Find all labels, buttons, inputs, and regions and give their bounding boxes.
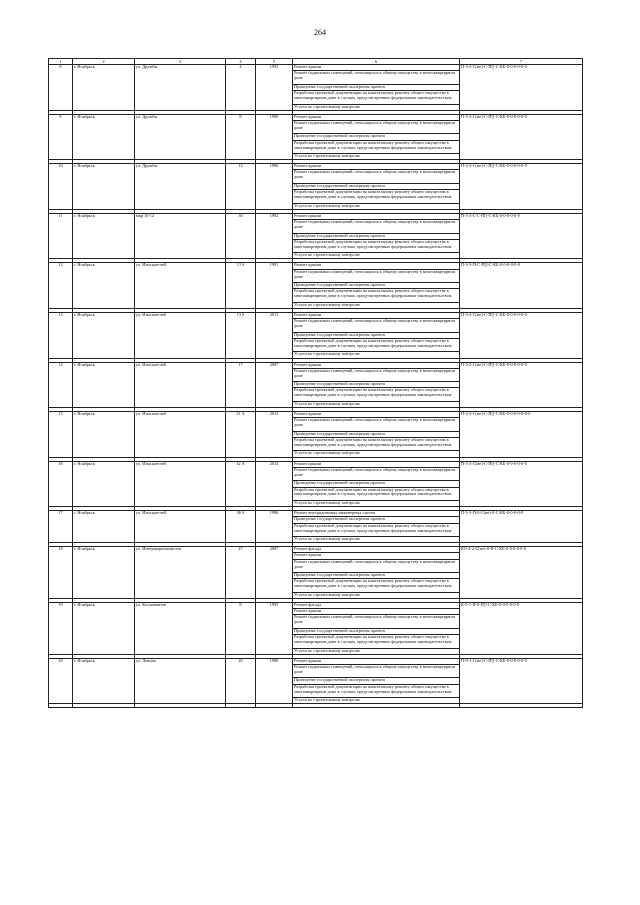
street-cell: ул. Дружбы [135,65,226,111]
work-type-cell: Услуги по строительному контролю [293,253,460,259]
building-cell: 8 [226,114,256,160]
city-cell: г. Ноябрьск [73,213,135,259]
building-cell: 47 [226,547,256,599]
city-cell: г. Ноябрьск [73,164,135,210]
year-cell: 1992 [256,213,293,259]
work-type-cell: Разработка проектной документации на капитальному ремонту общего имущества в многоквартирном доме в случаях, предусмотренных федеральным законодательством [293,239,460,253]
column-header: 3 [135,59,226,65]
street-cell: ул. Изыскателей [135,511,226,543]
spacer-cell [73,704,135,708]
building-cell: 32 А [226,461,256,507]
street-cell: ул. Изыскателей [135,461,226,507]
work-type-cell: Проведение государственной экспертизы проекта [293,134,460,140]
work-type-cell: Проведение государственной экспертизы проекта [293,431,460,437]
work-type-cell: Ремонт подвальных помещений, относящихся к общему имуществу в многоквартирном доме [293,319,460,333]
table-row [49,603,583,609]
code-cell: П-3-2-С(не)-С-П[]-С-КБ-0-0-0-0-0-0 [460,362,583,408]
column-header: 2 [73,59,135,65]
work-type-cell: Ремонт фасада [293,547,460,553]
work-type-cell: Ремонт фасада [293,603,460,609]
street-cell: ул. Дружбы [135,164,226,210]
row-number: 11 [49,213,73,259]
work-type-cell: Разработка проектной документации на капитальному ремонту общего имущества в многоквартирном доме в случаях, предусмотренных федеральным законодательством [293,289,460,303]
city-cell: г. Ноябрьск [73,547,135,599]
work-type-cell: Ремонт крыши [293,461,460,467]
work-type-cell: Проведение государственной экспертизы проекта [293,332,460,338]
row-number: 15 [49,412,73,458]
street-cell: ул. Космонавтов [135,603,226,655]
building-cell: 17 [226,362,256,408]
table-body [49,65,583,708]
work-type-cell: Услуги по строительному контролю [293,154,460,160]
year-cell: 1993 [256,603,293,655]
work-type-cell: Разработка проектной документации на капитальному ремонту общего имущества в многоквартирном доме в случаях, предусмотренных федеральным законодательством [293,338,460,352]
street-cell: ул. Интернационалистов [135,547,226,599]
work-type-cell: Разработка проектной документации на капитальному ремонту общего имущества в многоквартирном доме в случаях, предусмотренных федеральным законодательством [293,487,460,501]
work-type-cell: Услуги по строительному контролю [293,698,460,704]
work-type-cell: Ремонт подвальных помещений, относящихся к общему имуществу в многоквартирном доме [293,269,460,283]
city-cell: г. Ноябрьск [73,461,135,507]
table-row [49,412,583,418]
spacer-cell [135,704,226,708]
year-cell: 1989 [256,114,293,160]
work-type-cell: Разработка проектной документации на капитальному ремонту общего имущества в многоквартирном доме в случаях, предусмотренных федеральным законодательством [293,635,460,649]
street-cell: ул. Ленина [135,658,226,704]
work-type-cell: Проведение государственной экспертизы проекта [293,481,460,487]
work-type-cell: Услуги по строительному контролю [293,352,460,358]
work-type-cell: Ремонт подвальных помещений, относящихся к общему имуществу в многоквартирном доме [293,71,460,85]
year-cell: 1992 [256,65,293,111]
work-type-cell: Ремонт крыши [293,114,460,120]
work-type-cell: Разработка проектной документации на капитальному ремонту общего имущества в многоквартирном доме в случаях, предусмотренных федеральным законодательством [293,91,460,105]
column-header: 5 [256,59,293,65]
row-number: 20 [49,658,73,704]
work-type-cell: Проведение государственной экспертизы проекта [293,233,460,239]
code-cell: П-3-3-С(не)-С-П[]-С-КБ-0-0-0-0-0-0 [460,114,583,160]
work-type-cell: Ремонт подвальных помещений, относящихся к общему имуществу в многоквартирном доме [293,418,460,432]
code-cell: К-5-1-П-0-П[]-С-КБ-0-0-0-0-0-0 [460,603,583,655]
street-cell: ул. Изыскателей [135,412,226,458]
work-type-cell: Разработка проектной документации на капитальному ремонту общего имущества в многоквартирном доме в случаях, предусмотренных федеральным законодательством [293,523,460,537]
row-number: 19 [49,603,73,655]
year-cell: 1991 [256,263,293,309]
code-cell: П-3-3-С(не)-С-П[]-С-КБ-0-0-0-0-0-0 [460,65,583,111]
year-cell: 2007 [256,362,293,408]
city-cell: г. Ноябрьск [73,511,135,543]
work-type-cell: Проведение государственной экспертизы проекта [293,382,460,388]
column-header: 6 [293,59,460,65]
work-type-cell: Проведение государственной экспертизы проекта [293,573,460,579]
spacer-cell [293,704,460,708]
building-cell: 13 б [226,263,256,309]
table-row [49,461,583,467]
city-cell: г. Ноябрьск [73,114,135,160]
column-header: 1 [49,59,73,65]
work-type-cell: Ремонт крыши [293,412,460,418]
work-type-cell: Ремонт подвальных помещений, относящихся к общему имуществу в многоквартирном доме [293,615,460,629]
work-type-cell: Проведение государственной экспертизы проекта [293,183,460,189]
code-cell: П-9-1-С(не)-С-П[]-С-КБ-0-0-0-0-0-0 [460,658,583,704]
work-type-cell: Проведение государственной экспертизы проекта [293,517,460,523]
row-number: 8 [49,65,73,111]
spacer-cell [460,704,583,708]
year-cell: 1988 [256,658,293,704]
work-type-cell: Услуги по строительному контролю [293,592,460,598]
table-row [49,658,583,664]
code-cell: П-5-3-П-0-С(не)-0-С-КБ-0-0-0-0-0 [460,511,583,543]
city-cell: г. Ноябрьск [73,603,135,655]
city-cell: г. Ноябрьск [73,658,135,704]
work-type-cell: Разработка проектной документации на капитальному ремонту общего имущества в многоквартирном доме в случаях, предусмотренных федеральным законодательством [293,140,460,154]
table-row [49,511,583,517]
work-type-cell: Услуги по строительному контролю [293,648,460,654]
building-cell: 13 б [226,312,256,358]
table-row [49,65,583,71]
row-number: 16 [49,461,73,507]
building-cell: 4 [226,65,256,111]
row-number: 10 [49,164,73,210]
city-cell: г. Ноябрьск [73,65,135,111]
work-type-cell: Услуги по строительному контролю [293,501,460,507]
code-cell: П-3-3-П-С-П[]-С-КБ-0-0-0-0-0-0 [460,263,583,309]
building-cell: 20 [226,658,256,704]
spacer-cell [226,704,256,708]
building-cell: 8 [226,603,256,655]
year-cell: 2011 [256,312,293,358]
spacer-cell [256,704,293,708]
work-type-cell: Разработка проектной документации на капитальному ремонту общего имущества в многоквартирном доме в случаях, предусмотренных федеральным законодательством [293,190,460,204]
row-number: 18 [49,547,73,599]
column-header: 4 [226,59,256,65]
table-row [49,547,583,553]
work-type-cell: Разработка проектной документации на капитальному ремонту общего имущества в многоквартирном доме в случаях, предусмотренных федеральным законодательством [293,437,460,451]
works-table [48,58,583,708]
work-type-cell: Ремонт подвальных помещений, относящихся к общему имуществу в многоквартирном доме [293,559,460,573]
work-type-cell: Проведение государственной экспертизы проекта [293,628,460,634]
work-type-cell: Ремонт крыши [293,164,460,170]
row-number: 12 [49,263,73,309]
column-header: 7 [460,59,583,65]
work-type-cell: Проведение государственной экспертизы проекта [293,283,460,289]
year-cell: 2007 [256,547,293,599]
work-type-cell: Услуги по строительному контролю [293,203,460,209]
building-cell: 12 [226,164,256,210]
table-row [49,164,583,170]
work-type-cell: Ремонт подвальных помещений, относящихся к общему имуществу в многоквартирном доме [293,120,460,134]
work-type-cell: Ремонт внутридомовых инженерных систем [293,511,460,517]
work-type-cell: Услуги по строительному контролю [293,302,460,308]
work-type-cell: Проведение государственной экспертизы проекта [293,84,460,90]
row-number: 17 [49,511,73,543]
table-row [49,213,583,219]
work-type-cell: Ремонт крыши [293,553,460,559]
work-type-cell: Разработка проектной документации на капитальному ремонту общего имущества в многоквартирном доме в случаях, предусмотренных федеральным законодательством [293,684,460,698]
street-cell: ул. Изыскателей [135,263,226,309]
street-cell: ул. Изыскателей [135,362,226,408]
work-type-cell: Ремонт подвальных помещений, относящихся к общему имуществу в многоквартирном доме [293,368,460,382]
row-spacer [49,704,583,708]
building-cell: 31 А [226,412,256,458]
building-cell: 36 [226,213,256,259]
code-cell: П-3-3-С(не)-С-П[]-С-КБ-0-0-0-0-0-0-0 [460,412,583,458]
code-cell: КО-4-2-С(не)-0-П-С-КБ-0-0-0-0-0-0 [460,547,583,599]
work-type-cell: Услуги по строительному контролю [293,537,460,543]
work-type-cell: Проведение государственной экспертизы проекта [293,678,460,684]
street-cell: мкр 10-12 [135,213,226,259]
work-type-cell: Ремонт подвальных помещений, относящихся к общему имуществу в многоквартирном доме [293,467,460,481]
year-cell: 2014 [256,461,293,507]
building-cell: 36 б [226,511,256,543]
code-cell: П-3-3-С(не)-С-П[]-С-КБ-0-0-0-0-0-0 [460,164,583,210]
work-type-cell: Ремонт крыши [293,312,460,318]
year-cell: 1986 [256,511,293,543]
work-type-cell: Услуги по строительному контролю [293,451,460,457]
work-type-cell: Ремонт крыши [293,362,460,368]
work-type-cell: Разработка проектной документации на капитальному ремонту общего имущества в многоквартирном доме в случаях, предусмотренных федеральным законодательством [293,579,460,593]
work-type-cell: Ремонт подвальных помещений, относящихся к общему имуществу в многоквартирном доме [293,220,460,234]
table-row [49,312,583,318]
work-type-cell: Ремонт крыши [293,609,460,615]
year-cell: 1986 [256,164,293,210]
code-cell: П-3-3-С-С-П[]-С-КБ-0-0-0-0-0-0 [460,213,583,259]
city-cell: г. Ноябрьск [73,312,135,358]
year-cell: 2014 [256,412,293,458]
table-row [49,362,583,368]
code-cell: П-3-4-С(не)-С-П[]-С-КБ-0-0-0-0-0-0 [460,312,583,358]
city-cell: г. Ноябрьск [73,263,135,309]
table-row [49,263,583,269]
work-type-cell: Ремонт крыши [293,65,460,71]
city-cell: г. Ноябрьск [73,362,135,408]
code-cell: П-3-3-С(не)-С-П[]-С-КБ-0-0-0-0-0-0 [460,461,583,507]
work-type-cell: Разработка проектной документации на капитальному ремонту общего имущества в многоквартирном доме в случаях, предусмотренных федеральным законодательством [293,388,460,402]
work-type-cell: Ремонт подвальных помещений, относящихся к общему имуществу в многоквартирном доме [293,664,460,678]
work-type-cell: Ремонт крыши [293,213,460,219]
row-number: 14 [49,362,73,408]
street-cell: ул. Изыскателей [135,312,226,358]
work-type-cell: Ремонт крыши [293,263,460,269]
city-cell: г. Ноябрьск [73,412,135,458]
work-type-cell: Ремонт подвальных помещений, относящихся к общему имуществу в многоквартирном доме [293,170,460,184]
work-type-cell: Ремонт крыши [293,658,460,664]
page-number: 264 [314,28,326,37]
spacer-cell [49,704,73,708]
work-type-cell: Услуги по строительному контролю [293,104,460,110]
work-type-cell: Услуги по строительному контролю [293,401,460,407]
row-number: 13 [49,312,73,358]
street-cell: ул. Дружбы [135,114,226,160]
row-number: 9 [49,114,73,160]
table-row [49,114,583,120]
